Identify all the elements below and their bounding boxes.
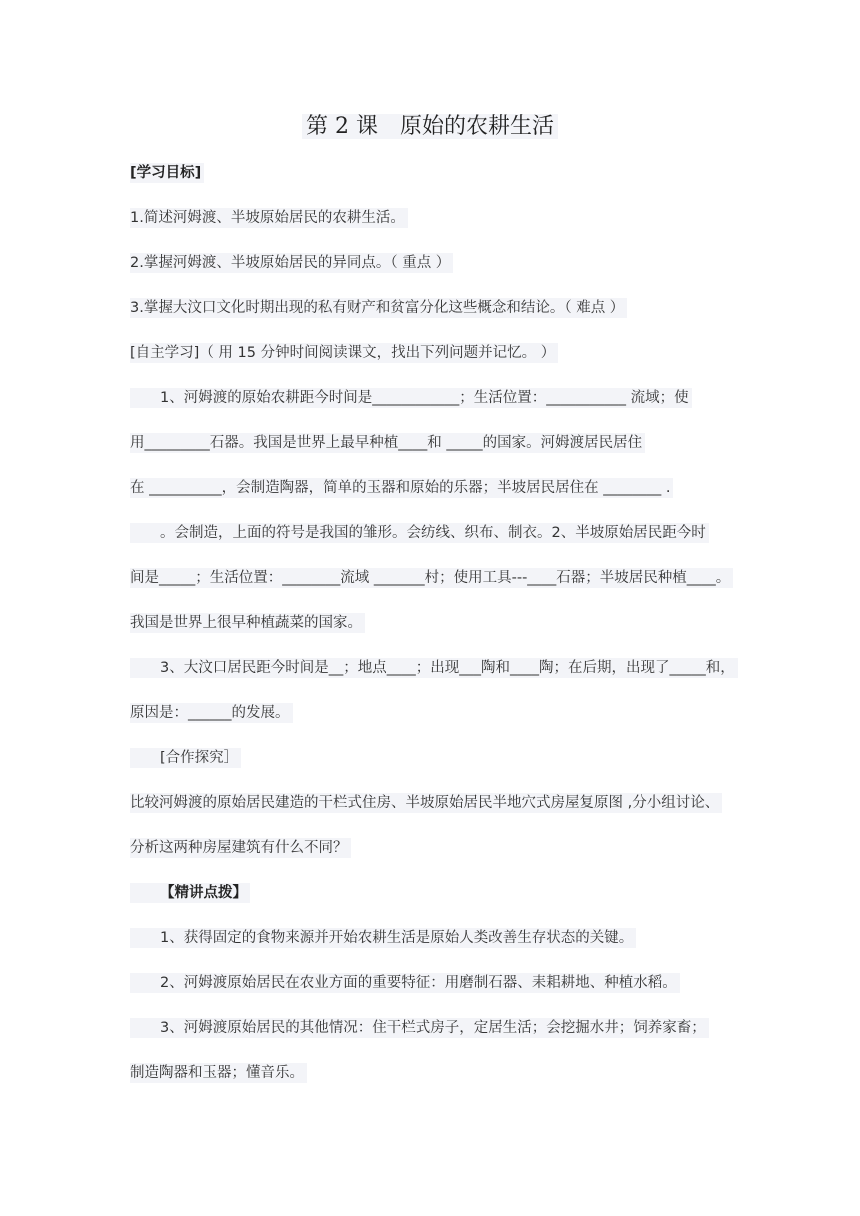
self-study-line: 间是_____；生活位置：________流域 _______村；使用工具---____石器；半坡居民种植____。 xyxy=(130,566,733,590)
goal-item-1: 1.简述河姆渡、半坡原始居民的农耕生活。 xyxy=(130,206,408,230)
self-study-line: 1、河姆渡的原始农耕距今时间是____________；生活位置：___________ 流域；使 xyxy=(130,386,692,410)
key-point-item: 制造陶器和玉器；懂音乐。 xyxy=(130,1061,307,1085)
section-heading-learning-goals: [学习目标] xyxy=(130,161,204,185)
key-point-item: 2、河姆渡原始居民在农业方面的重要特征：用磨制石器、耒耜耕地、种植水稻。 xyxy=(130,971,680,995)
inquiry-line: 分析这两种房屋建筑有什么不同？ xyxy=(130,836,351,860)
self-study-line: 3、大汶口居民距今时间是__；地点____；出现___陶和____陶；在后期，出现了_____和， xyxy=(130,656,738,680)
inquiry-line: 比较河姆渡的原始居民建造的干栏式住房、半坡原始居民半地穴式房屋复原图 ,分小组讨论、 xyxy=(130,791,722,815)
self-study-line: 原因是：______的发展。 xyxy=(130,701,293,725)
self-study-line: 。会制造，上面的符号是我国的雏形。会纺线、织布、制衣。2、半坡原始居民距今时 xyxy=(130,521,709,545)
lesson-title: 第 2 课 原始的农耕生活 xyxy=(0,110,860,144)
goal-item-2: 2.掌握河姆渡、半坡原始居民的异同点。（ 重点 ） xyxy=(130,251,453,275)
key-point-item: 1、获得固定的食物来源并开始农耕生活是原始人类改善生存状态的关键。 xyxy=(130,926,636,950)
section-heading-self-study: [自主学习]（ 用 15 分钟时间阅读课文，找出下列问题并记忆。 ） xyxy=(130,341,558,365)
section-heading-key-points: 【精讲点拨】 xyxy=(130,881,250,905)
self-study-line: 在 __________，会制造陶器，简单的玉器和原始的乐器；半坡居民居住在 ________ . xyxy=(130,476,673,500)
self-study-line: 我国是世界上很早种植蔬菜的国家。 xyxy=(130,611,365,635)
self-study-line: 用_________石器。我国是世界上最早种植____和 _____的国家。河姆渡居民居住 xyxy=(130,431,645,455)
goal-item-3: 3.掌握大汶口文化时期出现的私有财产和贫富分化这些概念和结论。（ 难点 ） xyxy=(130,296,627,320)
section-heading-cooperative-inquiry: [合作探究］ xyxy=(130,746,241,770)
key-point-item: 3、河姆渡原始居民的其他情况：住干栏式房子，定居生活；会挖掘水井；饲养家畜； xyxy=(130,1016,709,1040)
